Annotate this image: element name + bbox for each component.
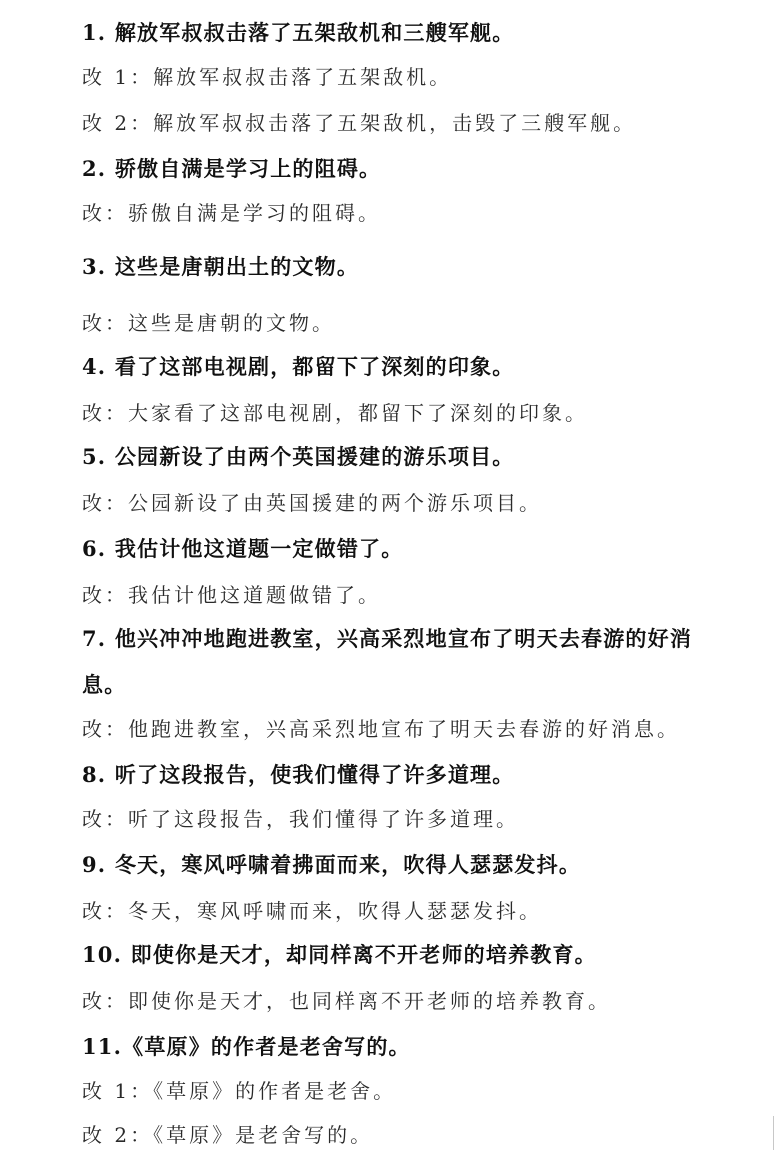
answer-6: 改：我估计他这道题做错了。 xyxy=(82,583,381,607)
question-7: 7. 他兴冲冲地跑进教室，兴高采烈地宣布了明天去春游的好消 xyxy=(82,626,693,651)
answer-8: 改：听了这段报告，我们懂得了许多道理。 xyxy=(82,807,519,831)
question-2: 2. 骄傲自满是学习上的阻碍。 xyxy=(82,156,382,181)
answer-4: 改：大家看了这部电视剧，都留下了深刻的印象。 xyxy=(82,401,588,425)
question-11: 11.《草原》的作者是老舍写的。 xyxy=(82,1034,411,1059)
page-edge-mark xyxy=(773,1116,778,1150)
question-6: 6. 我估计他这道题一定做错了。 xyxy=(82,536,404,561)
question-7-continued: 息。 xyxy=(82,672,127,697)
question-8: 8. 听了这段报告，使我们懂得了许多道理。 xyxy=(82,762,515,787)
question-5: 5. 公园新设了由两个英国援建的游乐项目。 xyxy=(82,444,515,469)
answer-11-2: 改 2：《草原》是老舍写的。 xyxy=(82,1123,374,1147)
answer-1-2: 改 2：解放军叔叔击落了五架敌机，击毁了三艘军舰。 xyxy=(82,111,637,135)
answer-3: 改：这些是唐朝的文物。 xyxy=(82,311,335,335)
question-4: 4. 看了这部电视剧，都留下了深刻的印象。 xyxy=(82,354,515,379)
answer-7: 改：他跑进教室，兴高采烈地宣布了明天去春游的好消息。 xyxy=(82,717,680,741)
question-1: 1. 解放军叔叔击落了五架敌机和三艘军舰。 xyxy=(82,20,515,45)
answer-10: 改：即使你是天才，也同样离不开老师的培养教育。 xyxy=(82,989,611,1013)
answer-11-1: 改 1：《草原》的作者是老舍。 xyxy=(82,1079,397,1103)
answer-2: 改：骄傲自满是学习的阻碍。 xyxy=(82,201,381,225)
answer-5: 改：公园新设了由英国援建的两个游乐项目。 xyxy=(82,491,542,515)
answer-9: 改：冬天，寒风呼啸而来，吹得人瑟瑟发抖。 xyxy=(82,899,542,923)
question-9: 9. 冬天，寒风呼啸着拂面而来，吹得人瑟瑟发抖。 xyxy=(82,852,582,877)
question-3: 3. 这些是唐朝出土的文物。 xyxy=(82,254,360,279)
question-10: 10. 即使你是天才，却同样离不开老师的培养教育。 xyxy=(82,942,597,967)
answer-1-1: 改 1：解放军叔叔击落了五架敌机。 xyxy=(82,65,453,89)
